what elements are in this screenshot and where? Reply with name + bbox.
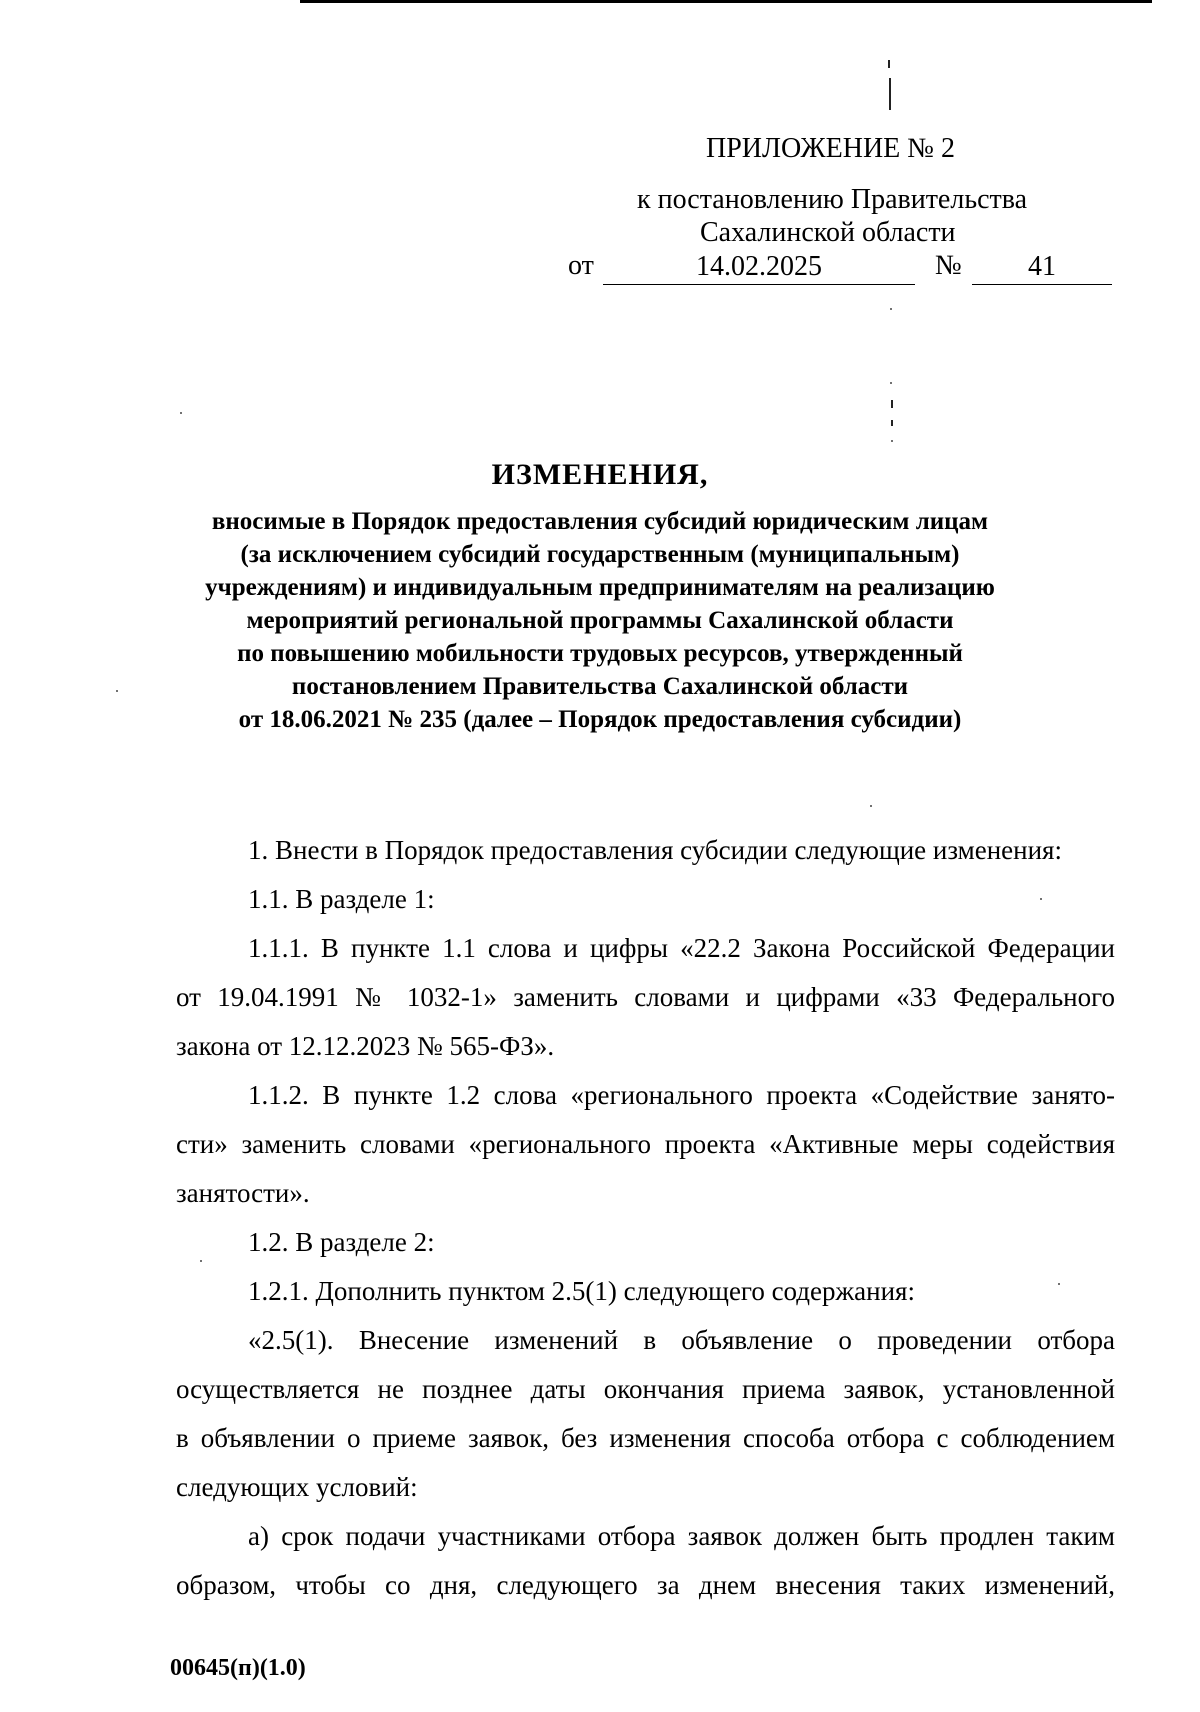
document-heading: ИЗМЕНЕНИЯ, <box>491 458 709 491</box>
paragraph-line: осуществляется не позднее даты окончания приема заявок, установленной <box>176 1374 1115 1404</box>
subheading-line: постановлением Правительства Сахалинской области <box>291 673 909 700</box>
scan-artifact <box>890 382 892 384</box>
scan-artifact <box>116 690 118 692</box>
scan-artifact <box>891 420 893 426</box>
document-body <box>176 826 1115 1610</box>
paragraph-line: от 19.04.1991 № 1032-1» заменить словами и цифрами «33 Федерального <box>176 982 1115 1012</box>
subheading-line: (за исключением субсидий государственным (муниципальным) <box>240 541 960 568</box>
paragraph-line: в объявлении о приеме заявок, без изменения способа отбора с соблюдением <box>176 1423 1115 1453</box>
appendix-region-line: Сахалинской области <box>700 217 956 248</box>
paragraph-line: а) срок подачи участниками отбора заявок должен быть продлен таким <box>248 1521 1115 1551</box>
appendix-resolution-line: к постановлению Правительства <box>637 184 1028 215</box>
resolution-date: 14.02.2025 <box>603 250 915 285</box>
paragraph-line: «2.5(1). Внесение изменений в объявление о проведении отбора <box>248 1325 1115 1355</box>
paragraph <box>176 1512 1115 1610</box>
scan-artifact <box>891 400 893 408</box>
resolution-number-label: № <box>935 250 962 281</box>
scan-artifact <box>891 440 893 442</box>
subheading-line: учреждениям) и индивидуальным предпринимателям на реализацию <box>205 574 995 601</box>
appendix-from-label: от <box>568 250 594 281</box>
scan-artifact <box>890 308 892 310</box>
paragraph <box>176 1071 1115 1218</box>
paragraph: 1.2. В разделе 2: <box>248 1227 435 1257</box>
appendix-title: ПРИЛОЖЕНИЕ № 2 <box>706 133 955 164</box>
paragraph-line: 1.1.2. В пункте 1.2 слова «регионального проекта «Содействие занято- <box>248 1080 1115 1110</box>
scan-artifact <box>180 412 182 414</box>
paragraph: 1.1. В разделе 1: <box>248 884 435 914</box>
paragraph: 1. Внести в Порядок предоставления субсидии следующие изменения: <box>248 835 1062 865</box>
scan-artifact <box>870 805 872 807</box>
paragraph-line: сти» заменить словами «регионального проекта «Активные меры содействия <box>176 1129 1115 1159</box>
paragraph <box>176 1316 1115 1512</box>
document-subheading <box>150 505 1050 736</box>
document-code: 00645(п)(1.0) <box>170 1655 306 1681</box>
paragraph-line: 1.1.1. В пункте 1.1 слова и цифры «22.2 Закона Российской Федерации <box>248 933 1115 963</box>
scan-artifact <box>888 60 890 68</box>
paragraph-line: следующих условий: <box>176 1472 418 1502</box>
subheading-line: мероприятий региональной программы Сахалинской области <box>246 607 954 634</box>
paragraph: 1.2.1. Дополнить пунктом 2.5(1) следующего содержания: <box>248 1276 915 1306</box>
subheading-line: по повышению мобильности трудовых ресурсов, утвержденный <box>237 640 963 667</box>
top-border-line <box>300 0 1152 3</box>
paragraph-line: образом, чтобы со дня, следующего за днем внесения таких изменений, <box>176 1570 1115 1600</box>
subheading-line: вносимые в Порядок предоставления субсидий юридическим лицам <box>211 508 989 535</box>
subheading-line: от 18.06.2021 № 235 (далее – Порядок предоставления субсидии) <box>238 706 962 733</box>
resolution-number: 41 <box>972 250 1112 285</box>
paragraph-line: занятости». <box>176 1178 310 1208</box>
paragraph <box>176 924 1115 1071</box>
scan-artifact <box>889 78 891 110</box>
paragraph-line: закона от 12.12.2023 № 565-ФЗ». <box>176 1031 555 1061</box>
